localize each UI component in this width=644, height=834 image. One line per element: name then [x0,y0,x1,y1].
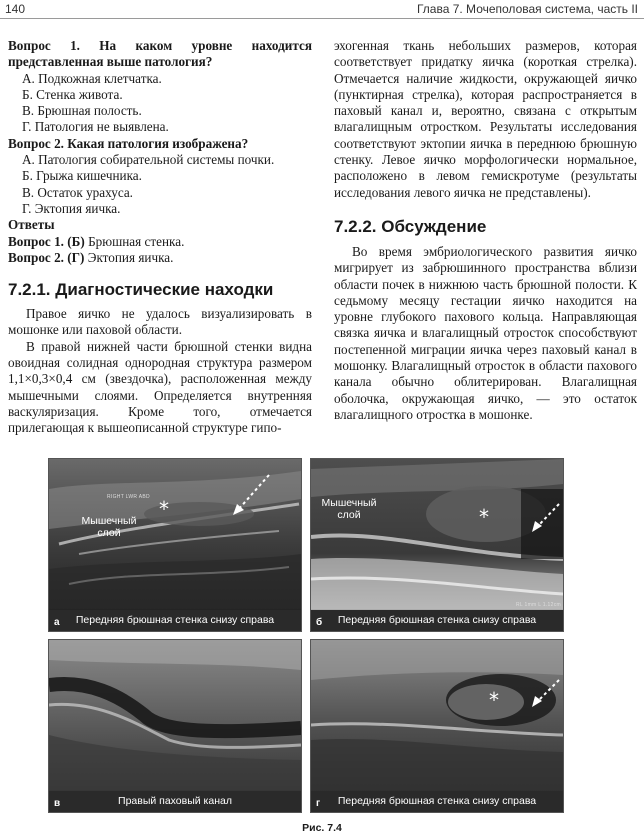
panel-b-overlay-text: RL 1mm L 1.12cm [516,602,561,608]
ultrasound-panel-b [310,458,564,632]
q1-option-b: Б. Стенка живота. [22,86,123,102]
panel-c-caption: Правый паховый канал [49,791,301,812]
q2-option-d: Г. Эктопия яичка. [22,200,121,216]
question-2 [8,136,312,152]
findings-paragraph-3: эхогенная ткань небольших размеров, которая соответствует придатку яичка (короткая стрелка). Отмечается наличие жидкости, окружающей яичко (пунктирная стрелка), которая распространяется в паховый канал и, вероятно, связана с открытым влагалищным отростком. Результаты исследования соответствуют эктопии яичка в переднюю брюшную стенку. Левое яичко морфологически нормальное, расположено в левом гемискротуме (результаты исследования левого яичка не представлены). [334,38,637,200]
findings-paragraph-1: Правое яичко не удалось визуализировать в мошонке или паховой области. [8,306,312,338]
right-column [334,38,637,423]
ultrasound-panel-a [48,458,302,632]
question-1-text: На каком уровне находится представленная выше патология? [8,38,312,70]
panel-a-overlay-text: RIGHT LWR ABD [107,494,150,500]
page-number: 140 [5,2,26,16]
q1-option-a: А. Подкожная клетчатка. [22,70,162,86]
ultrasound-panel-c [48,639,302,813]
q1-option-d: Г. Патология не выявлена. [22,119,169,135]
panel-d-asterisk: * [489,688,499,712]
section-title-discussion: 7.2.2. Обсуждение [334,216,487,236]
figure-caption: Рис. 7.4 [302,822,342,834]
panel-a-label: Мышечный слой [81,515,137,539]
panel-b-caption: Передняя брюшная стенка снизу справа [311,610,563,631]
panel-b-letter: б [316,617,323,628]
panel-a-asterisk: * [159,497,169,521]
panel-b-label: Мышечный слой [321,497,377,521]
answer-2-label: Вопрос 2. (Г) [8,249,85,265]
panel-a-caption: Передняя брюшная стенка снизу справа [49,610,301,631]
panel-a-letter: а [54,617,60,628]
ultrasound-image-a [49,459,301,631]
q2-option-b: Б. Грыжа кишечника. [22,168,142,184]
question-1 [8,38,312,71]
discussion-paragraph: Во время эмбриологического развития яичко мигрирует из забрюшинного пространства вблизи области почек в нижнюю часть брюшной полости. К седьмому месяцу гестации яичко находится на уровне глубокого пахового кольца. Направляющая связка яичка и влагалищный отросток способствуют постепенной миграции яичка через паховый канал в мошонку. Влагалищный отросток в области пахового канала обычно облитерирован. Влагалищная оболочка, окружающая яичко, — это остаток влагалищного отростка в мошонке. [334,243,637,422]
question-2-text: Какая патология изображена? [67,135,249,151]
question-1-label: Вопрос 1. [8,38,80,53]
answers-title: Ответы [8,217,55,233]
q1-option-c: В. Брюшная полость. [22,103,142,119]
panel-d-letter: г [316,798,321,809]
page-header [0,0,644,19]
answer-2 [8,250,312,266]
ultrasound-image-c [49,640,301,812]
panel-d-caption: Передняя брюшная стенка снизу справа [311,791,563,812]
q2-option-c: В. Остаток урахуса. [22,184,133,200]
answer-2-text: Эктопия яичка. [87,249,174,265]
ultrasound-image-d [311,640,563,812]
section-title-findings: 7.2.1. Диагностические находки [8,280,274,300]
findings-paragraph-2: В правой нижней части брюшной стенки видна овоидная солидная однородная структура размером 1,1×0,3×0,4 см (звездочка), расположенная между мышечными слоями. Определяется внутренняя васкуляризация. Кроме того, отмечается прилегающая к вышеописанной структуре гипо- [8,338,312,436]
chapter-title: Глава 7. Мочеполовая система, часть II [416,2,638,16]
question-2-label: Вопрос 2. [8,135,64,151]
panel-c-letter: в [54,798,61,809]
answer-1 [8,234,312,250]
ultrasound-panel-d [310,639,564,813]
panel-b-asterisk: * [479,505,489,529]
answer-1-label: Вопрос 1. (Б) [8,233,85,249]
q2-option-a: А. Патология собирательной системы почки. [22,152,275,168]
answer-1-text: Брюшная стенка. [88,233,185,249]
figure-7-4 [48,458,604,820]
left-column [8,38,312,437]
